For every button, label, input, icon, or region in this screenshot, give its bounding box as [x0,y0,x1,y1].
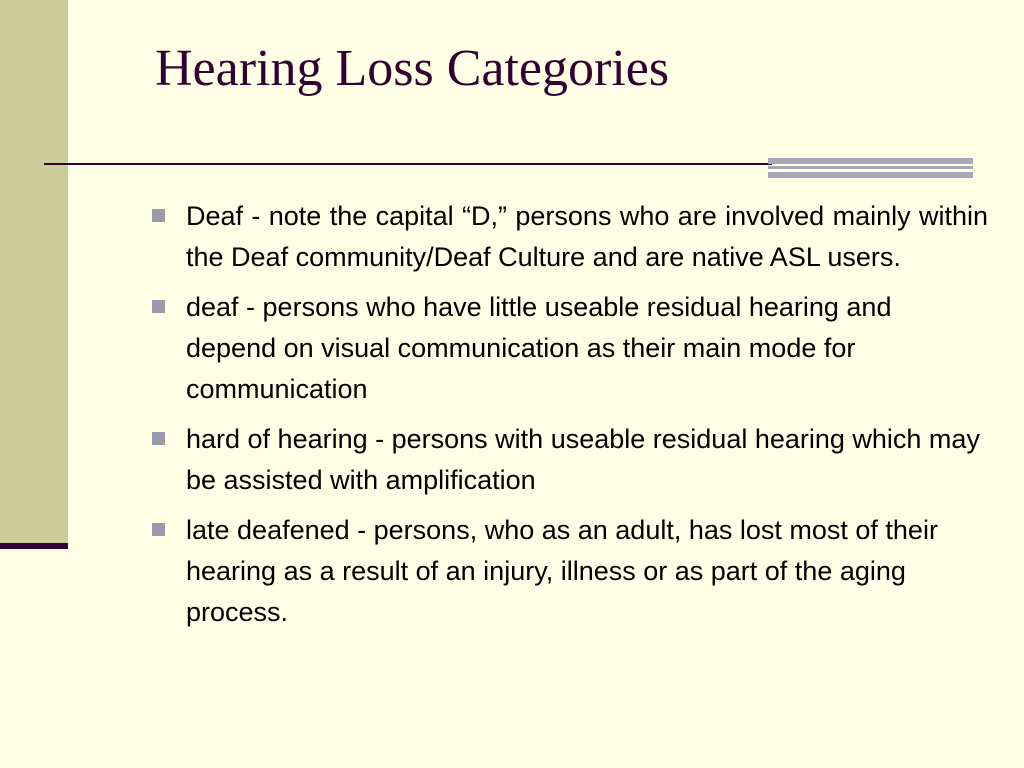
bullet-text: deaf - persons who have little useable residual hearing and depend on visual communication as their main mode for communication [186,292,892,404]
accent-stripe [768,158,973,164]
bullet-text: Deaf - note the capital “D,” persons who are involved mainly within the Deaf community/Deaf Culture and are native ASL users. [186,201,988,272]
slide-title: Hearing Loss Categories [155,40,670,97]
bullet-text: hard of hearing - persons with useable residual hearing which may be assisted with amplification [186,424,980,495]
square-bullet-icon [152,209,165,222]
left-sidebar-decoration [0,0,68,546]
bullet-item-deaf-lowercase [150,287,988,410]
sidebar-rule [0,543,68,549]
title-underline-rule [44,163,772,165]
bullet-list [150,196,988,642]
square-bullet-icon [152,523,165,536]
accent-stripe [768,166,973,169]
bullet-item-deaf-capital [150,196,988,278]
square-bullet-icon [152,300,165,313]
bullet-text: late deafened - persons, who as an adult, has lost most of their hearing as a result of an injury, illness or as part of the aging process. [186,515,938,627]
accent-stripe [768,172,973,178]
bullet-item-hard-of-hearing [150,419,988,501]
bullet-item-late-deafened [150,510,988,633]
square-bullet-icon [152,432,165,445]
title-accent-stripes [768,158,973,179]
